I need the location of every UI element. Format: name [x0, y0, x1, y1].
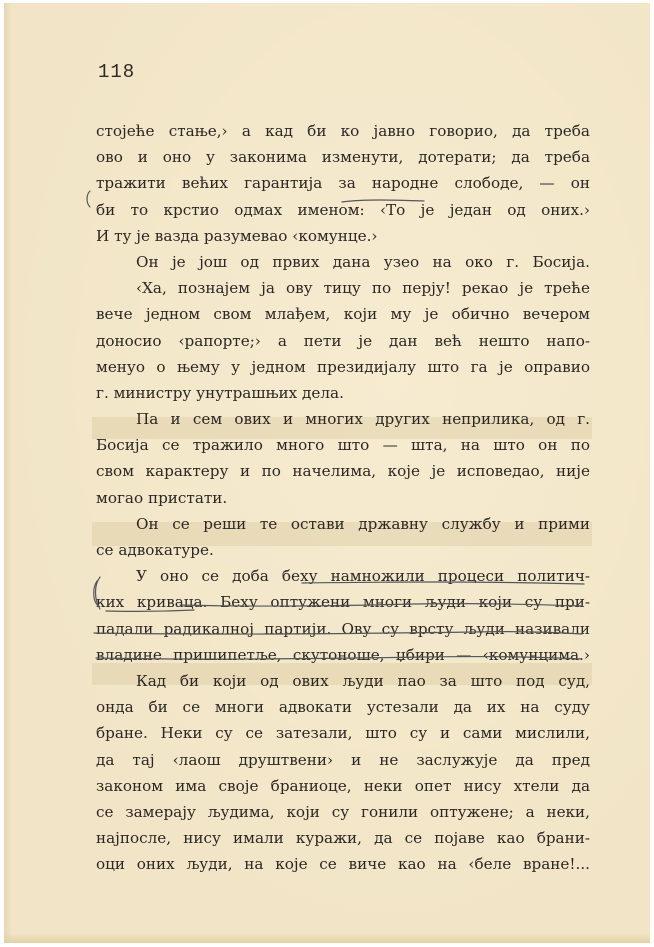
text-line: законом има своје браниоце, неки опет нису хтели да [96, 776, 590, 795]
text-line: падали радикалној партији. Ову су врсту људи називали [96, 619, 590, 638]
text-line: И ту је вазда разумевао ‹комунце.› [96, 226, 378, 245]
text-line: свом карактеру и по начелима, које је исповедао, није [96, 462, 590, 481]
text-line: Па и сем ових и многих других неприлика, од г. [136, 410, 590, 429]
text-line: ‹Ха, познајем ја ову тицу по перју! рекао је треће [136, 279, 590, 298]
page-number: 118 [98, 61, 136, 83]
book-page [4, 3, 650, 943]
body-text [96, 118, 590, 877]
page-edge-shadow [4, 3, 12, 943]
text-line: Он се реши те остави државну службу и прими [136, 514, 590, 533]
text-line: могао пристати. [96, 488, 228, 507]
text-line: владине пришипетље, скутоноше, џбири — ‹комунцима.› [96, 645, 590, 664]
page-bottom-shadow [4, 933, 650, 943]
text-line: стојеће стање,› а кад би ко јавно говорио, да треба [96, 122, 590, 140]
text-line: г. министру унутрашњих дела. [96, 383, 344, 402]
text-line: би то крстио одмах именом: ‹То је један од оних.› [96, 200, 590, 219]
text-line: доносио ‹рапорте;› а пети је дан већ нешто напо- [96, 331, 590, 350]
text-line: оци оних људи, на које се виче као на ‹беле вране!... [96, 855, 590, 874]
text-line: се адвокатуре. [96, 541, 214, 559]
text-line: Кад би који од ових људи пао за што под суд, [136, 671, 590, 690]
text-line: вече једном свом млађем, који му је обично вечером [96, 305, 590, 324]
pencil-margin-mark [87, 191, 90, 207]
text-line: ово и оно у законима изменути, дотерати; да треба [96, 148, 590, 167]
text-line: Босија се тражило много што — шта, на што он по [96, 436, 590, 455]
text-line: ких криваца. Беху оптужени многи људи који су при- [96, 593, 590, 612]
text-line: тражити већих гарантија за народне слободе, — он [96, 174, 590, 193]
text-line: Он је још од првих дана узео на око г. Босија. [136, 252, 590, 271]
text-line: менуо о њему у једном президијалу што га је оправио [96, 357, 590, 376]
text-line: да тај ‹лаош друштвени› и не заслужује да пред [96, 750, 590, 769]
text-line: бране. Неки су се затезали, што су и сами мислили, [96, 724, 590, 743]
text-line: најпосле, нису имали куражи, да се појаве као брани- [96, 829, 590, 848]
text-line: У оно се доба беху намножили процеси политич- [136, 567, 590, 586]
text-line: онда би се многи адвокати устезали да их на суду [96, 698, 590, 717]
text-line: се замерају људима, који су гонили оптужене; а неки, [96, 802, 590, 821]
